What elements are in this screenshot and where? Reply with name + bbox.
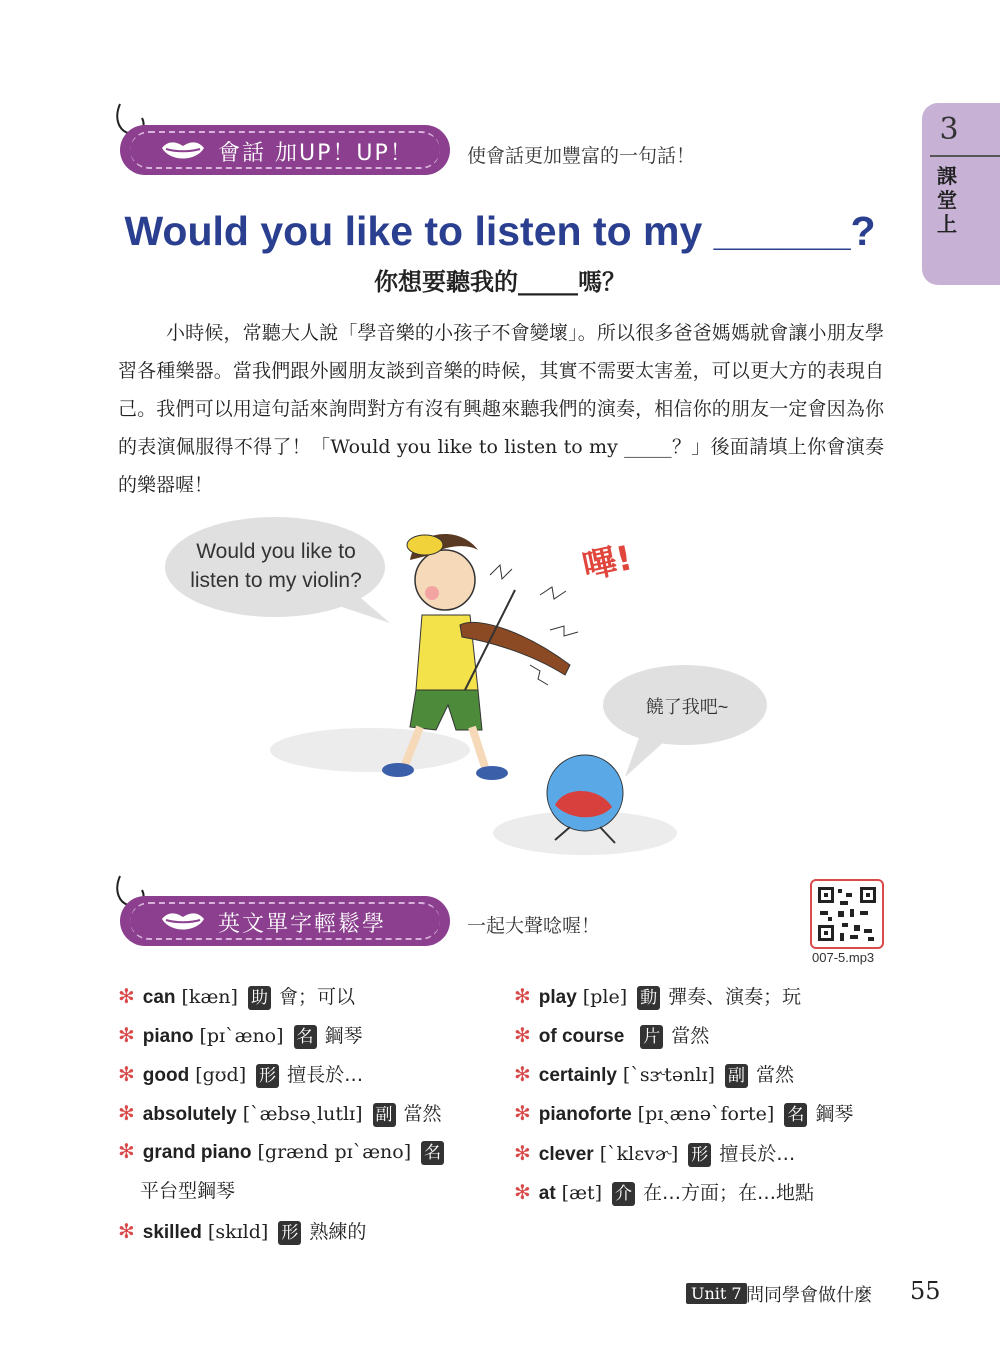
vocab-word: pianoforte [538,1104,632,1125]
asterisk-icon: ✻ [514,1023,531,1047]
vocab-meaning: 鋼琴 [815,1103,854,1125]
vocab-word: absolutely [142,1104,237,1125]
qr-code-icon[interactable] [810,879,884,949]
vocab-meaning: 熟練的 [309,1221,367,1243]
vocab-item [514,982,801,1010]
vocab-word: grand piano [142,1142,252,1163]
vocab-pos-badge: 介 [612,1182,635,1206]
vocab-meaning: 會；可以 [278,986,355,1008]
vocab-ipa: [skɪld] [207,1221,269,1243]
vocab-item [118,1217,366,1245]
asterisk-icon: ✻ [514,1062,531,1086]
vocab-ipa: [pɪˏænəˋforte] [637,1103,775,1125]
vocab-meaning: 在…方面；在…地點 [643,1182,815,1204]
section-subtitle: 使會話更加豐富的一句話！ [467,145,696,167]
vocab-pos-badge: 形 [688,1143,711,1167]
asterisk-icon: ✻ [514,984,531,1008]
asterisk-icon: ✻ [514,1101,531,1125]
vocab-ipa: [ˋklɛvɚ] [599,1143,679,1165]
vocab-meaning: 彈奏、演奏；玩 [668,986,802,1008]
vocab-word: good [142,1065,190,1086]
vocab-word: can [142,987,176,1008]
speech-bubble-boy [178,537,374,595]
vocab-item [118,982,355,1010]
vocab-word: play [538,987,577,1008]
vocab-meaning: 當然 [755,1064,794,1086]
vocab-item [118,1021,363,1049]
vocab-ipa: [grænd pɪˋæno] [257,1141,412,1163]
vocab-pos-badge: 片 [640,1025,663,1049]
vocab-item [514,1099,853,1127]
intro-paragraph: 小時候，常聽大人說「學音樂的小孩子不會變壞」。所以很多爸爸媽媽就會讓小朋友學習各種樂器。當我們跟外國朋友談到音樂的時候，其實不需要太害羞，可以更大方的表現自己。我們可以用這句話來詢問對方有沒有興趣來聽我們的演奏，相信你的朋友一定會因為你的表演佩服得不得了！「Would you like to listen to my _____？」後面請填上你會演奏的樂器喔！ [118,322,884,496]
key-sentence-chinese: 你想要聽我的_____嗎？ [374,268,626,296]
vocab-pos-badge: 副 [373,1103,396,1127]
speech-bubble-creature: 饒了我吧~ [645,697,729,717]
vocab-word: clever [538,1144,594,1165]
vocab-pos-badge: 名 [784,1103,807,1127]
vocab-meaning: 鋼琴 [324,1025,363,1047]
asterisk-icon: ✻ [118,1139,135,1163]
section-ribbon-label: 英文單字輕鬆學 [218,912,387,937]
asterisk-icon: ✻ [118,1023,135,1047]
vocab-pos-badge: 名 [421,1141,444,1165]
vocab-meaning: 當然 [403,1103,442,1125]
section-ribbon-conversation [120,125,450,175]
vocab-item [514,1139,795,1167]
vocab-pos-badge: 名 [294,1025,317,1049]
vocab-meaning: 擅長於… [719,1143,796,1165]
vocab-item [118,1099,442,1127]
speech-bubble-boy-line1: Would you like to [196,540,356,563]
vocab-meaning: 擅長於… [287,1064,364,1086]
page-number: 55 [910,1277,941,1305]
vocab-item [118,1139,452,1165]
vocab-word: skilled [142,1222,202,1243]
sound-effect-text: 嗶! [579,538,636,588]
vocab-word: of course [538,1026,625,1047]
vocab-ipa: [pɪˋæno] [199,1025,284,1047]
speech-bubble-boy-line2: listen to my violin? [190,569,362,592]
asterisk-icon: ✻ [514,1180,531,1204]
section-ribbon-vocabulary [120,896,450,946]
vocab-meaning: 當然 [671,1025,710,1047]
unit-badge: Unit 7 [686,1283,747,1304]
vocab-pos-badge: 形 [278,1221,301,1245]
asterisk-icon: ✻ [118,1219,135,1243]
lips-icon [160,909,206,935]
section-subtitle: 一起大聲唸喔！ [467,915,601,937]
vocab-ipa: [æt] [561,1182,602,1204]
unit-title: 問同學會做什麼 [746,1285,872,1306]
vocab-word: certainly [538,1065,617,1086]
chapter-label: 課堂上 [937,164,957,236]
vocab-meaning-continued: 平台型鋼琴 [140,1180,236,1202]
vocab-word: at [538,1183,556,1204]
key-sentence-english: Would you like to listen to my ______? [124,208,876,254]
vocab-ipa: [ple] [582,986,628,1008]
audio-file-label: 007-5.mp3 [812,950,875,965]
vocab-pos-badge: 副 [725,1064,748,1088]
asterisk-icon: ✻ [118,1101,135,1125]
vocab-pos-badge: 動 [637,986,660,1010]
vocab-word: piano [142,1026,194,1047]
vocab-item [514,1060,794,1088]
vocab-item [118,1060,363,1088]
section-ribbon-label: 會話 加UP！UP！ [218,141,414,166]
vocab-ipa: [ˋsɝtənlɪ] [622,1064,715,1086]
asterisk-icon: ✻ [118,1062,135,1086]
vocab-ipa: [gʊd] [195,1064,247,1086]
vocab-ipa: [ˋæbsəˏlutlɪ] [242,1103,363,1125]
vocab-item [514,1021,709,1049]
asterisk-icon: ✻ [514,1141,531,1165]
vocab-pos-badge: 助 [248,986,271,1010]
chapter-number: 3 [939,112,959,147]
vocab-ipa: [kæn] [181,986,238,1008]
chapter-tab-divider [930,155,1000,157]
lips-icon [160,138,206,164]
asterisk-icon: ✻ [118,984,135,1008]
vocab-pos-badge: 形 [256,1064,279,1088]
vocab-item [514,1178,814,1206]
